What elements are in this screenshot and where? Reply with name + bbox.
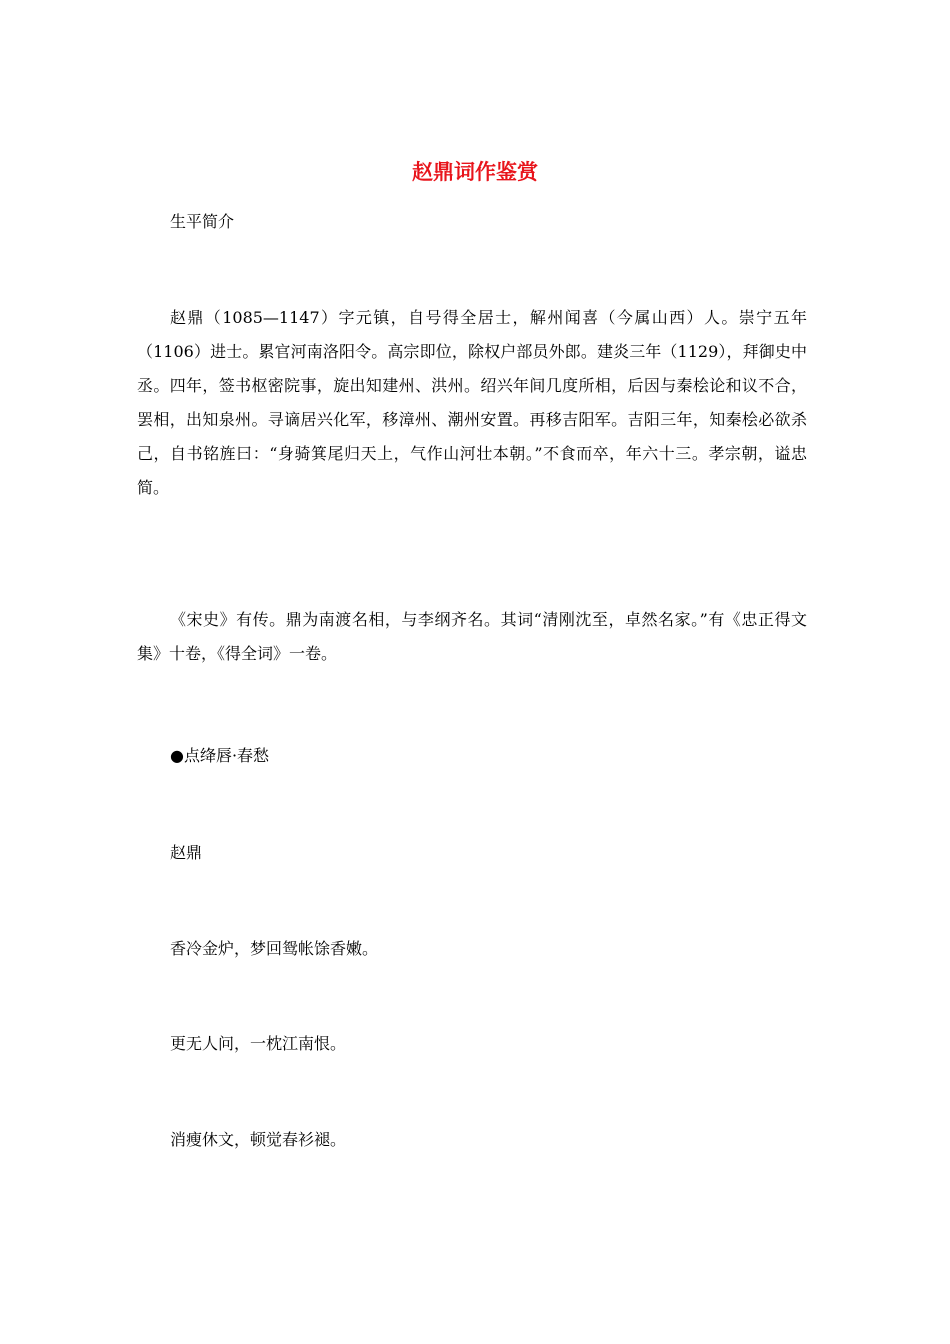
document-title: 赵鼎词作鉴赏	[412, 160, 538, 184]
poem-line: 更无人问，一枕江南恨。	[170, 1034, 347, 1053]
poem-title: ●点绛唇·春愁	[170, 746, 270, 765]
poem-line: 香冷金炉，梦回鸳帐馀香嫩。	[170, 939, 379, 958]
bio-paragraph-1: 赵鼎（1085—1147）字元镇，自号得全居士，解州闻喜（今属山西）人。崇宁五年（1106）进士。累官河南洛阳令。高宗即位，除权户部员外郎。建炎三年（1129），拜御史中丞。四年，签书枢密院事，旋出知建州、洪州。绍兴年间几度所相，后因与秦桧论和议不合，罢相，出知泉州。寻谪居兴化军，移漳州、潮州安置。再移吉阳军。吉阳三年，知秦桧必欲杀己，自书铭旌曰：“身骑箕尾归天上，气作山河壮本朝。”不食而卒，年六十三。孝宗朝，谥忠简。	[137, 308, 807, 497]
poem-line: 消瘦休文，顿觉春衫褪。	[170, 1130, 347, 1149]
section-heading: 生平简介	[170, 212, 235, 231]
poem-author: 赵鼎	[170, 843, 203, 862]
bio-paragraph-2: 《宋史》有传。鼎为南渡名相，与李纲齐名。其词“清刚沈至，卓然名家。”有《忠正得文集》十卷，《得全词》一卷。	[137, 610, 807, 663]
